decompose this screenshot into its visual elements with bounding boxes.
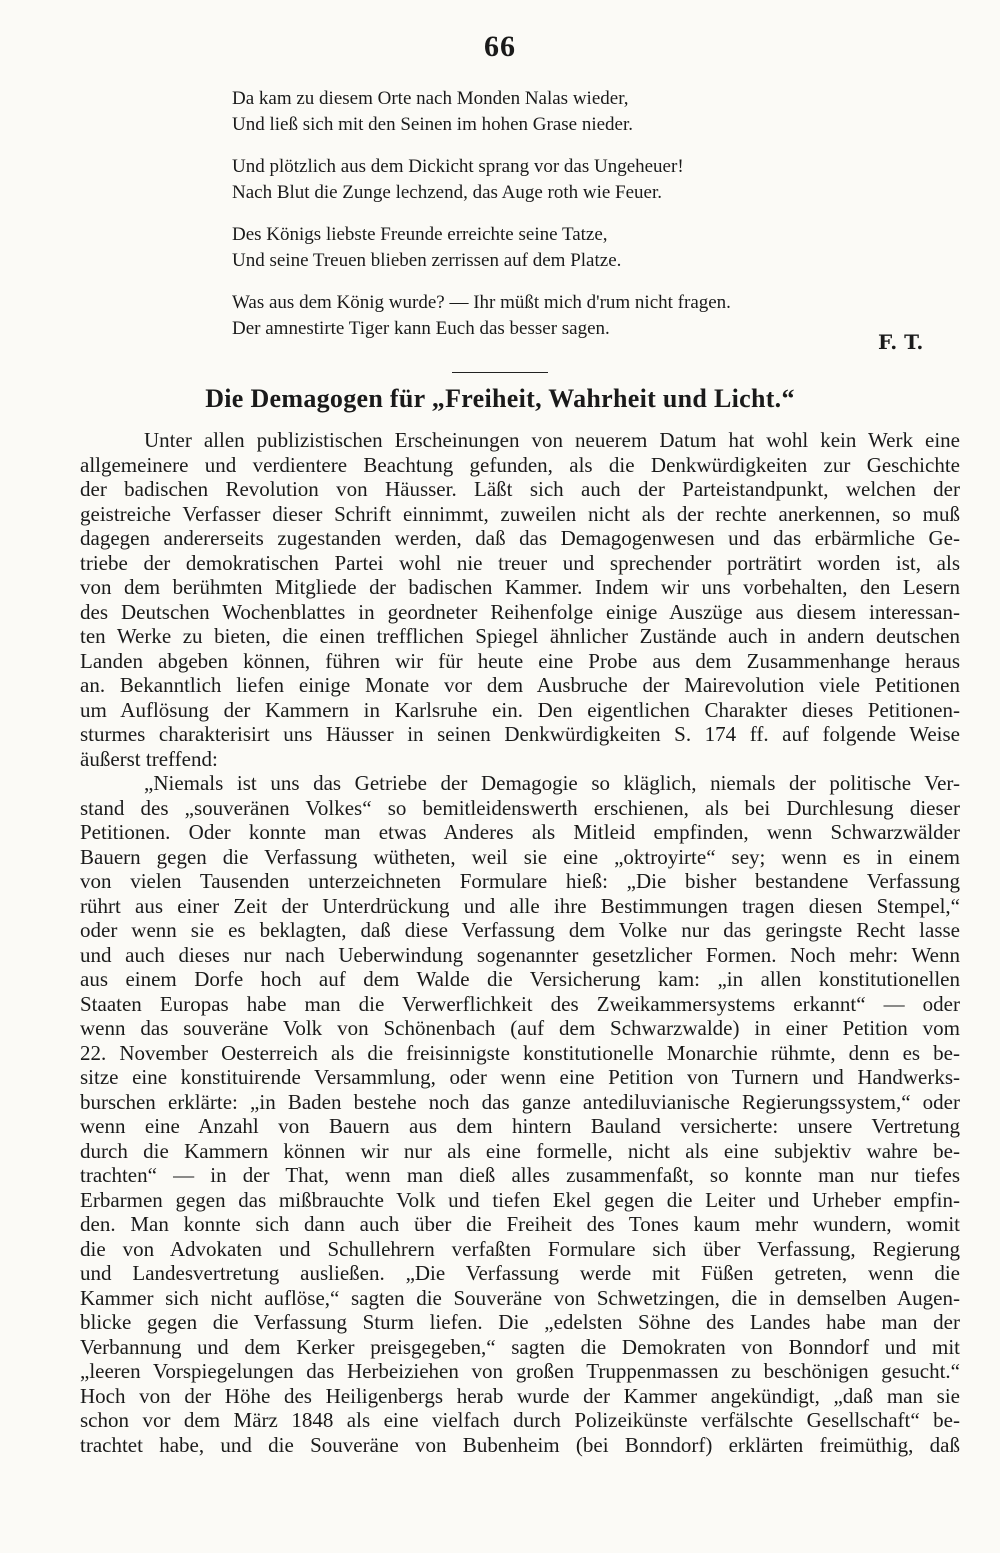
article-line: Kammer sich nicht auflöse,“ sagten die Souveräne von Schwetzingen, die in demselben Augen- <box>80 1285 960 1310</box>
article-line: äußerst treffend: <box>80 746 218 771</box>
article-line: aus einem Dorfe hoch auf dem Walde die Versicherung kam: „in allen konstitutionellen <box>80 967 960 991</box>
article-line: den. Man konnte sich dann auch über die Freiheit des Tones kaum mehr wundern, womit <box>80 1212 960 1236</box>
article-line: wenn eine Anzahl von Bauern aus dem hintern Bauland versicherte: unsere Vertretung <box>80 1114 960 1138</box>
article-line: ten Werke zu bieten, die einen trefflichen Spiegel ähnlicher Zustände auch in andern deutschen <box>80 624 960 648</box>
article-line: an. Bekanntlich liefen einige Monate vor dem Ausbruche der Mairevolution viele Petitionen <box>80 673 960 697</box>
article-line: von dem berühmten Mitgliede der badischen Kammer. Indem wir uns vorbehalten, den Lesern <box>80 575 960 599</box>
poem-line: Und plötzlich aus dem Dickicht sprang vor das Ungeheuer! <box>232 156 684 177</box>
article-line: sitze eine konstituirende Versammlung, oder wenn eine Petition von Turnern und Handwerks- <box>80 1065 960 1089</box>
article-line: dagegen andererseits zugestanden werden, daß das Demagogenwesen und das erbärmliche Ge- <box>80 526 960 550</box>
article-line: Erbarmen gegen das mißbrauchte Volk und tiefen Ekel gegen die Leiter und Urheber empfin- <box>80 1187 960 1212</box>
article-line: „Niemals ist uns das Getriebe der Demagogie so kläglich, niemals der politische Ver- <box>144 771 960 795</box>
poem-last-line <box>232 316 952 342</box>
poem-stanza-4 <box>232 290 952 342</box>
article-line: allgemeinere und verdientere Beachtung gefunden, als die Denkwürdigkeiten zur Geschichte <box>80 452 960 477</box>
article-line: oder wenn sie es beklagten, daß diese Verfassung dem Volke nur das geringste Recht lasse <box>80 918 960 942</box>
article-line: von vielen Tausenden unterzeichneten Formulare hieß: „Die bisher bestandene Verfassung <box>80 869 960 893</box>
article-line: Bauern gegen die Verfassung wütheten, weil sie eine „oktroyirte“ sey; wenn es in einem <box>80 844 960 869</box>
poem-stanza-2 <box>232 154 952 206</box>
article-title: Die Demagogen für „Freiheit, Wahrheit und Licht.“ <box>205 384 795 413</box>
article-line: stand des „souveränen Volkes“ so bemitleidenswerth erschienen, als bei Durchlesung dieser <box>80 795 960 820</box>
article-line: 22. November Oesterreich als die freisinnigste konstitutionelle Monarchie rühmte, denn es be- <box>80 1040 960 1065</box>
article-line: trachten“ — in der That, wenn man dieß alles zusammenfaßt, so konnte man nur tiefes <box>80 1163 960 1187</box>
article-line: rührt aus einer Zeit der Unterdrückung und alle ihre Bestimmungen tragen diesen Stempel,“ <box>80 893 960 918</box>
article-line: durch die Kammern können wir nur als eine formelle, nicht als eine subjektiv wahre be- <box>80 1138 960 1163</box>
article-line: um Auflösung der Kammern in Karlsruhe ein. Den eigentlichen Charakter dieses Petitionen- <box>80 697 960 722</box>
poem <box>232 86 952 358</box>
article-line: Landen abgeben können, führen wir für heute eine Probe aus dem Zusammenhange heraus <box>80 648 960 673</box>
article-line: trachtet habe, und die Souveräne von Bubenheim (bei Bonndorf) erklärten freimüthig, daß <box>80 1432 960 1457</box>
poem-line: Des Königs liebste Freunde erreichte seine Tatze, <box>232 224 608 245</box>
article-line: burschen erklärte: „in Baden bestehe noch das ganze antediluvianische Regierungssystem,“ oder <box>80 1089 960 1114</box>
article-line: geistreiche Verfasser dieser Schrift einnimmt, zuweilen nicht als der rechte anerkennen, so muß <box>80 501 960 526</box>
article-line: wenn das souveräne Volk von Schönenbach (auf dem Schwarzwalde) in einer Petition vom <box>80 1016 960 1040</box>
poem-line: Und ließ sich mit den Seinen im hohen Grase nieder. <box>232 114 634 135</box>
article-line: und Landesvertretung ausließen. „Die Verfassung werde mit Füßen getreten, wenn die <box>80 1261 960 1285</box>
article-line: des Deutschen Wochenblattes in geordneter Reihenfolge einige Auszüge aus diesem interessan- <box>80 599 960 624</box>
article-line: die von Advokaten und Schullehrern verfaßten Formulare sich über Verfassung, Regierung <box>80 1236 960 1261</box>
article-line: Verbannung und dem Kerker preisgegeben,“ sagten die Demokraten von Bonndorf und mit <box>80 1334 960 1359</box>
poem-signature: F. T. <box>878 330 924 354</box>
page-number: 66 <box>484 30 516 63</box>
article-line: schon vor dem März 1848 als eine vielfach durch Polizeikünste verfälschte Gesellschaft“ be- <box>80 1408 960 1432</box>
poem-line: Und seine Treuen blieben zerrissen auf dem Platze. <box>232 250 622 271</box>
article-line: „leeren Vorspiegelungen das Herbeiziehen von großen Truppenmassen zu beschönigen gesucht.“ <box>80 1359 960 1383</box>
article-line: triebe der demokratischen Partei wohl nie treuer und sprechender porträtirt worden ist, als <box>80 550 960 575</box>
article-line: Staaten Europas habe man die Verwerflichkeit des Zweikammersystems erkannt“ — oder <box>80 991 960 1016</box>
poem-line: Nach Blut die Zunge lechzend, das Auge roth wie Feuer. <box>232 182 663 203</box>
article-line: Petitionen. Oder konnte man etwas Anderes als Mitleid empfinden, wenn Schwarzwälder <box>80 820 960 844</box>
article-line: und auch dieses nur nach Ueberwindung sogenannter gesetzlicher Formen. Noch mehr: Wenn <box>80 942 960 967</box>
poem-line: Da kam zu diesem Orte nach Monden Nalas wieder, <box>232 88 629 109</box>
poem-line-text: Der amnestirte Tiger kann Euch das besser sagen. <box>232 318 610 339</box>
article-line: blicke gegen die Verfassung Sturm liefen. Die „edelsten Söhne des Landes habe man der <box>80 1310 960 1334</box>
poem-stanza-1 <box>232 86 952 138</box>
poem-stanza-3 <box>232 222 952 274</box>
article-line: sturmes charakterisirt uns Häusser in seinen Denkwürdigkeiten S. 174 ff. auf folgende Weise <box>80 722 960 746</box>
poem-line: Was aus dem König wurde? — Ihr müßt mich d'rum nicht fragen. <box>232 292 731 313</box>
article-line: Hoch von der Höhe des Heiligenbergs herab wurde der Kammer angekündigt, „daß man sie <box>80 1383 960 1408</box>
article-body <box>80 428 960 1457</box>
article-line: der badischen Revolution von Häusser. Läßt sich auch der Parteistandpunkt, welchen der <box>80 477 960 501</box>
section-divider <box>452 372 548 373</box>
article-line: Unter allen publizistischen Erscheinungen von neuerem Datum hat wohl kein Werk eine <box>144 428 960 452</box>
